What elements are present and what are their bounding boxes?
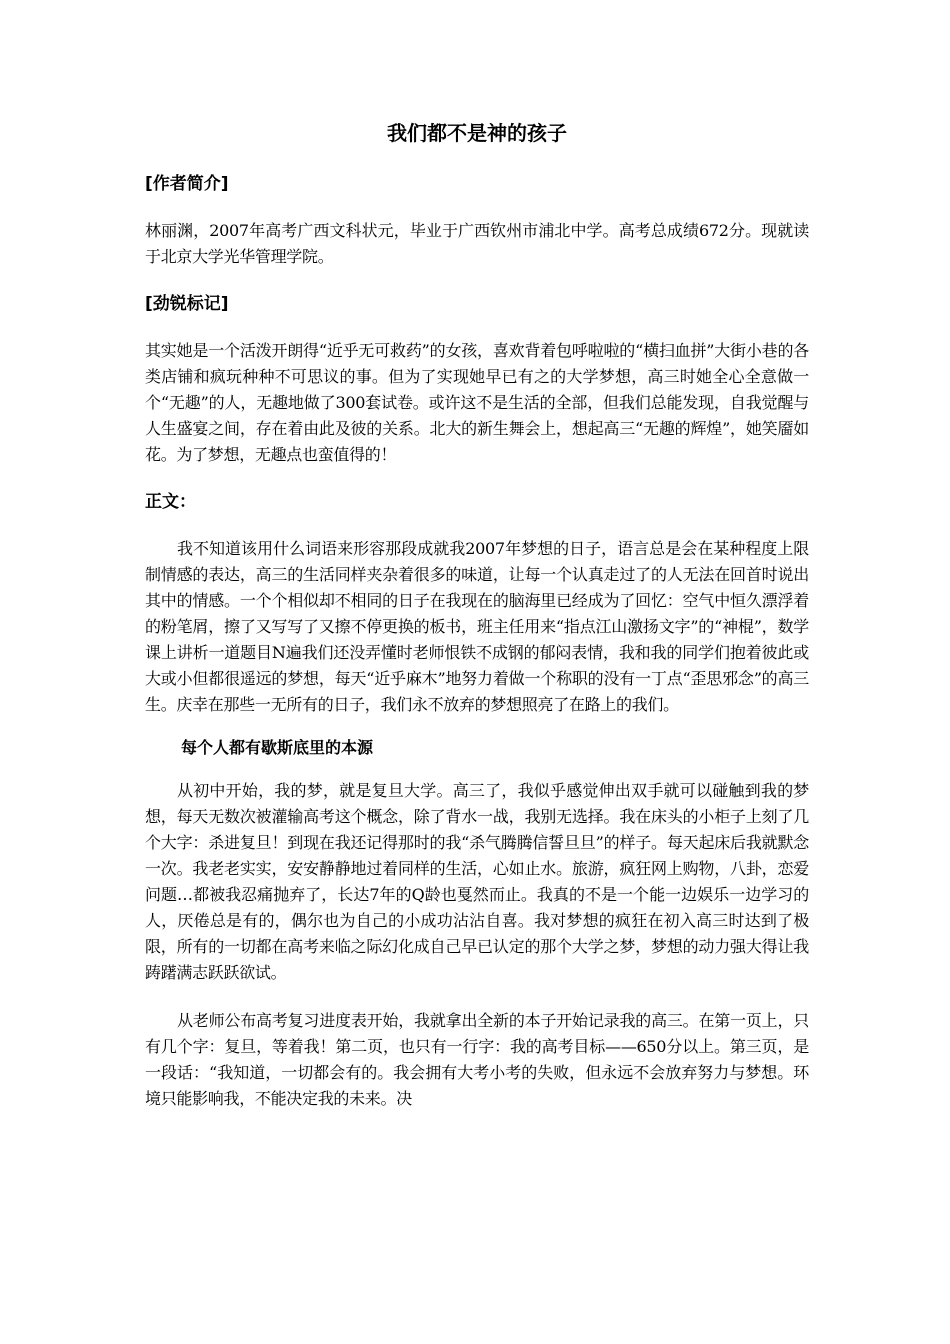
mark-text: 其实她是一个活泼开朗得“近乎无可救药”的女孩，喜欢背着包呼啦啦的“横扫血拼”大街小巷的各类店铺和疯玩种种不可思议的事。但为了实现她早已有之的大学梦想，高三时她全心全意做一个“无趣”的人，无趣地做了300套试卷。或许这不是生活的全部，但我们总能发现，自我觉醒与人生盛宴之间，存在着由此及彼的关系。北大的新生舞会上，想起高三“无趣的辉煌”，她笑靥如花。为了梦想，无趣点也蛮值得的！ xyxy=(145,341,809,464)
body-paragraph-1: 我不知道该用什么词语来形容那段成就我2007年梦想的日子，语言总是会在某种程度上限制情感的表达，高三的生活同样夹杂着很多的味道，让每一个认真走过了的人无法在回首时说出其中的情感。一个个相似却不相同的日子在我现在的脑海里已经成为了回忆：空气中恒久漂浮着的粉笔屑，擦了又写写了又擦不停更换的板书，班主任用来“指点江山激扬文字”的“神棍”，数学课上讲析一道题目N遍我们还没弄懂时老师恨铁不成钢的郁闷表情，我和我的同学们抱着彼此或大或小但都很遥远的梦想，每天“近乎麻木”地努力着做一个称职的没有一丁点“歪思邪念”的高三生。庆幸在那些一无所有的日子，我们永不放弃的梦想照亮了在路上的我们。 xyxy=(145,539,809,714)
document-page xyxy=(145,118,809,1112)
body-paragraph-2: 从初中开始，我的梦，就是复旦大学。高三了，我似乎感觉伸出双手就可以碰触到我的梦想，每天无数次被灌输高考这个概念，除了背水一战，我别无选择。我在床头的小柜子上刻了几个大字：杀进复旦！到现在我还记得那时的我“杀气腾腾信誓旦旦”的样子。每天起床后我就默念一次。我老老实实，安安静静地过着同样的生活，心如止水。旅游，疯狂网上购物，八卦，恋爱问题…都被我忍痛抛弃了，长达7年的Q龄也戛然而止。我真的不是一个能一边娱乐一边学习的人，厌倦总是有的，偶尔也为自己的小成功沾沾自喜。我对梦想的疯狂在初入高三时达到了极限，所有的一切都在高考来临之际幻化成自己早已认定的那个大学之梦，梦想的动力强大得让我踌躇满志跃跃欲试。 xyxy=(145,781,809,982)
body-paragraph-3: 从老师公布高考复习进度表开始，我就拿出全新的本子开始记录我的高三。在第一页上，只有几个字：复旦，等着我！第二页，也只有一行字：我的高考目标——650分以上。第三页，是一段话：“我知道，一切都会有的。我会拥有大考小考的失败，但永远不会放弃努力与梦想。环境只能影响我，不能决定我的未来。决 xyxy=(145,1011,809,1108)
mark-heading: [劲锐标记] xyxy=(145,294,229,314)
body-heading: 正文： xyxy=(145,492,196,512)
author-intro-heading: [作者简介] xyxy=(145,174,229,194)
author-intro-text: 林丽渊，2007年高考广西文科状元，毕业于广西钦州市浦北中学。高考总成绩672分。现就读于北京大学光华管理学院。 xyxy=(145,221,809,266)
section-sub-heading: 每个人都有歇斯底里的本源 xyxy=(181,738,374,757)
document-title: 我们都不是神的孩子 xyxy=(387,121,567,145)
